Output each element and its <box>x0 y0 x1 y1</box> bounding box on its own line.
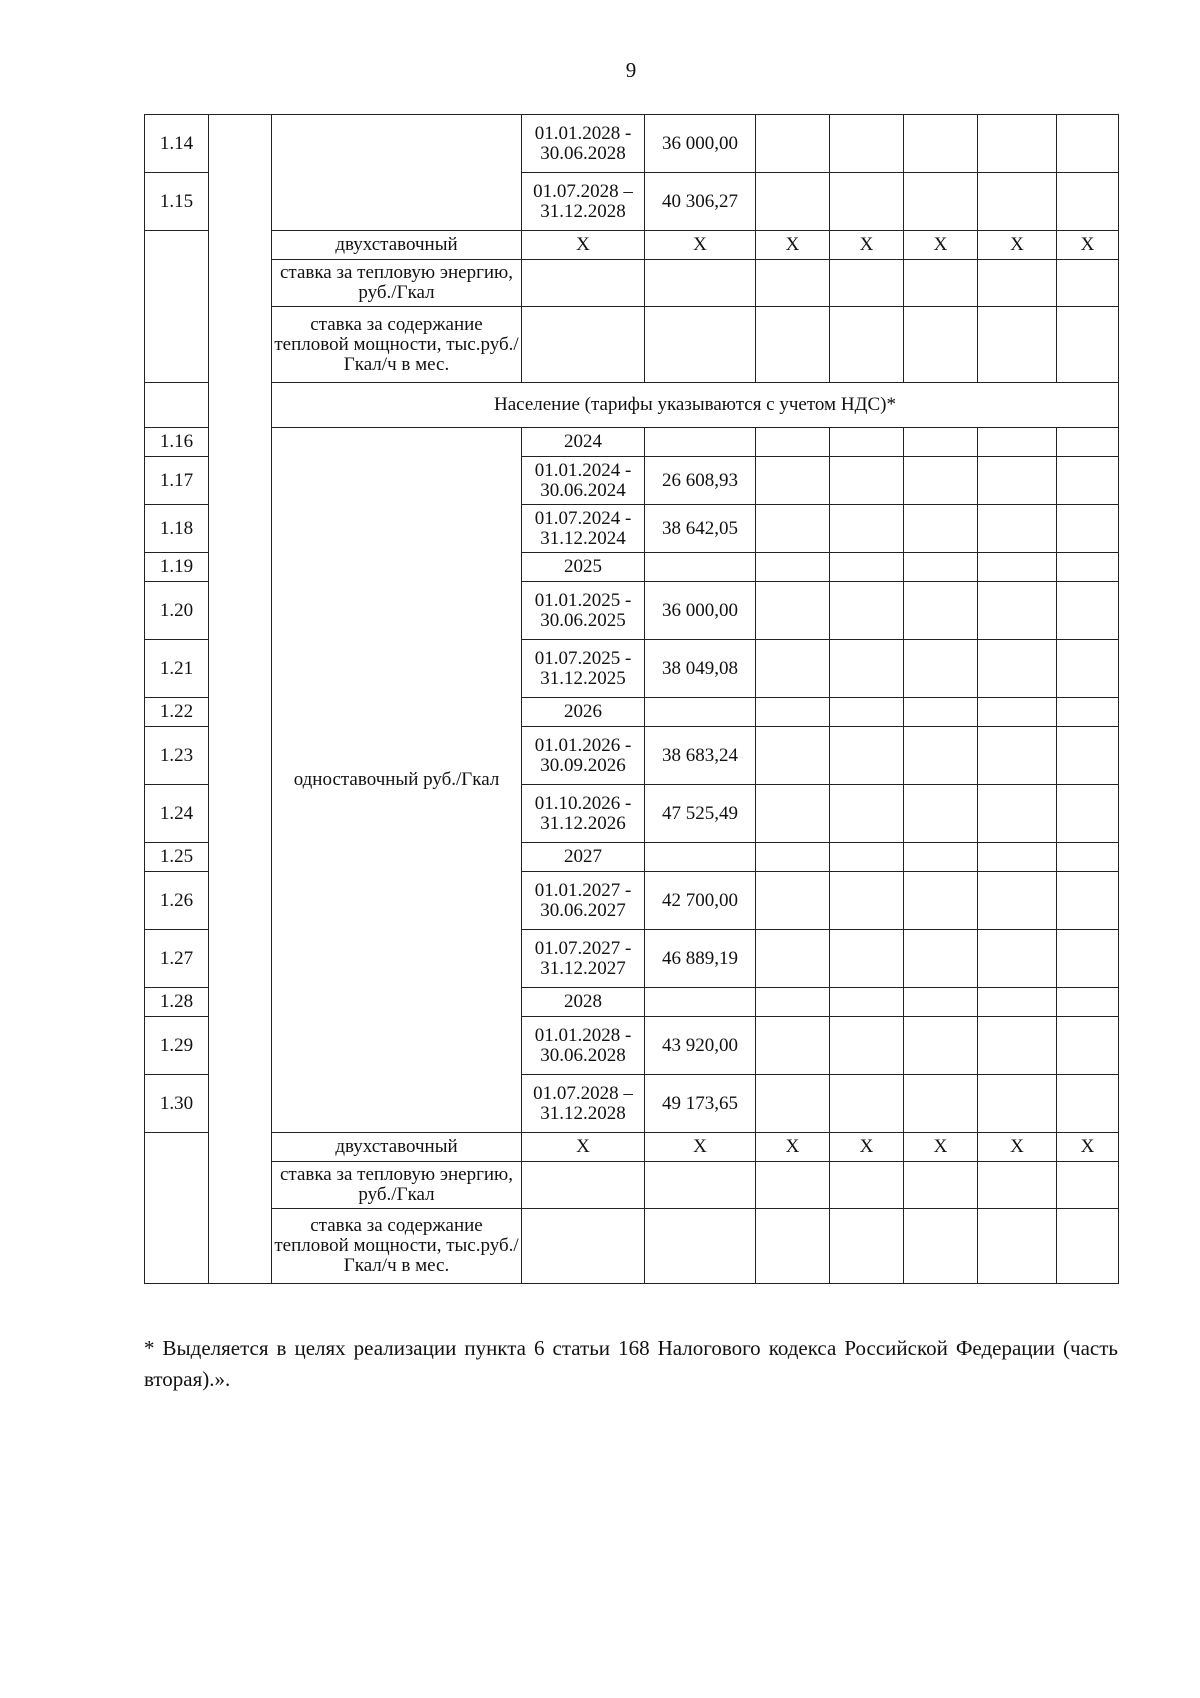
empty-cell <box>1057 173 1119 231</box>
empty-cell <box>830 1162 904 1209</box>
table-row <box>145 307 1119 383</box>
empty-cell <box>1057 727 1119 785</box>
empty-cell <box>904 1162 978 1209</box>
empty-cell <box>978 698 1057 727</box>
row-number: 1.29 <box>145 1017 209 1075</box>
empty-cell <box>978 173 1057 231</box>
row-number: 1.27 <box>145 930 209 988</box>
empty-cell <box>645 1209 756 1284</box>
value-cell: 47 525,49 <box>645 785 756 843</box>
empty-cell <box>978 1162 1057 1209</box>
empty-cell <box>830 457 904 505</box>
x-mark: Х <box>645 1133 756 1162</box>
period-cell: 01.01.2025 - 30.06.2025 <box>522 582 645 640</box>
empty-cell <box>904 173 978 231</box>
row-number: 1.21 <box>145 640 209 698</box>
empty-cell <box>756 698 830 727</box>
period-cell: 01.01.2024 - 30.06.2024 <box>522 457 645 505</box>
blank-column-cell <box>209 115 272 1284</box>
x-mark: Х <box>1057 1133 1119 1162</box>
empty-cell <box>1057 457 1119 505</box>
table-row <box>145 231 1119 260</box>
x-mark: Х <box>522 231 645 260</box>
year-cell: 2027 <box>522 843 645 872</box>
empty-cell <box>830 1017 904 1075</box>
table-row <box>145 115 1119 173</box>
empty-cell <box>978 872 1057 930</box>
year-cell: 2024 <box>522 428 645 457</box>
empty-cell <box>904 988 978 1017</box>
section-title: Население (тарифы указываются с учетом НДС)* <box>272 383 1119 428</box>
x-mark: Х <box>904 231 978 260</box>
x-mark: Х <box>830 1133 904 1162</box>
empty-cell <box>830 930 904 988</box>
empty-cell <box>522 1209 645 1284</box>
empty-cell <box>756 505 830 553</box>
empty-cell <box>645 428 756 457</box>
capacity-rate-label: ставка за содержание тепловой мощности, тыс.руб./Гкал/ч в мес. <box>272 1209 522 1284</box>
empty-cell <box>904 872 978 930</box>
value-cell: 46 889,19 <box>645 930 756 988</box>
empty-cell <box>756 307 830 383</box>
value-cell: 36 000,00 <box>645 582 756 640</box>
empty-cell <box>645 698 756 727</box>
x-mark: Х <box>756 231 830 260</box>
empty-cell <box>1057 1162 1119 1209</box>
empty-cell <box>978 843 1057 872</box>
table-row <box>145 383 1119 428</box>
period-cell: 01.01.2028 - 30.06.2028 <box>522 115 645 173</box>
table-row <box>145 428 1119 457</box>
heat-rate-label: ставка за тепловую энергию, руб./Гкал <box>272 1162 522 1209</box>
empty-cell <box>978 988 1057 1017</box>
two-rate-label: двухставочный <box>272 1133 522 1162</box>
empty-cell <box>904 307 978 383</box>
empty-cell <box>978 640 1057 698</box>
empty-cell <box>904 698 978 727</box>
empty-cell <box>756 640 830 698</box>
empty-cell <box>522 1162 645 1209</box>
table-row <box>145 1209 1119 1284</box>
empty-cell <box>904 1017 978 1075</box>
row-number: 1.23 <box>145 727 209 785</box>
row-number: 1.26 <box>145 872 209 930</box>
empty-cell <box>522 260 645 307</box>
row-number: 1.24 <box>145 785 209 843</box>
empty-cell <box>978 505 1057 553</box>
row-number: 1.18 <box>145 505 209 553</box>
empty-cell <box>756 115 830 173</box>
x-mark: Х <box>978 1133 1057 1162</box>
empty-cell <box>904 930 978 988</box>
empty-cell <box>1057 872 1119 930</box>
value-cell: 40 306,27 <box>645 173 756 231</box>
empty-cell <box>756 1162 830 1209</box>
empty-cell <box>830 505 904 553</box>
empty-cell <box>978 307 1057 383</box>
value-cell: 49 173,65 <box>645 1075 756 1133</box>
empty-cell <box>904 1209 978 1284</box>
empty-cell <box>1057 1075 1119 1133</box>
empty-cell <box>978 930 1057 988</box>
empty-cell <box>756 173 830 231</box>
year-cell: 2026 <box>522 698 645 727</box>
x-mark: Х <box>756 1133 830 1162</box>
x-mark: Х <box>1057 231 1119 260</box>
period-cell: 01.07.2025 - 31.12.2025 <box>522 640 645 698</box>
value-cell: 38 642,05 <box>645 505 756 553</box>
value-cell: 36 000,00 <box>645 115 756 173</box>
x-mark: Х <box>645 231 756 260</box>
empty-cell <box>904 843 978 872</box>
empty-cell <box>830 698 904 727</box>
empty-cell <box>1057 260 1119 307</box>
empty-cell <box>978 1209 1057 1284</box>
empty-cell <box>904 640 978 698</box>
empty-cell <box>978 1075 1057 1133</box>
empty-number-cell <box>145 1133 209 1284</box>
x-mark: Х <box>830 231 904 260</box>
x-mark: Х <box>978 231 1057 260</box>
empty-cell <box>830 640 904 698</box>
empty-cell <box>904 582 978 640</box>
empty-cell <box>1057 785 1119 843</box>
table-row <box>145 1162 1119 1209</box>
empty-cell <box>830 872 904 930</box>
row-number: 1.14 <box>145 115 209 173</box>
empty-cell <box>904 785 978 843</box>
period-cell: 01.07.2028 – 31.12.2028 <box>522 1075 645 1133</box>
empty-cell <box>1057 1017 1119 1075</box>
empty-cell <box>978 727 1057 785</box>
x-mark: Х <box>522 1133 645 1162</box>
empty-cell <box>978 785 1057 843</box>
empty-cell <box>645 307 756 383</box>
empty-cell <box>1057 1209 1119 1284</box>
empty-cell <box>830 173 904 231</box>
period-cell: 01.10.2026 - 31.12.2026 <box>522 785 645 843</box>
empty-cell <box>904 505 978 553</box>
empty-cell <box>978 260 1057 307</box>
empty-cell <box>756 428 830 457</box>
empty-cell <box>1057 428 1119 457</box>
empty-cell <box>1057 115 1119 173</box>
empty-cell <box>756 727 830 785</box>
empty-cell <box>756 1209 830 1284</box>
empty-cell <box>756 785 830 843</box>
empty-cell <box>830 727 904 785</box>
row-number: 1.22 <box>145 698 209 727</box>
empty-cell <box>830 260 904 307</box>
empty-cell <box>756 457 830 505</box>
empty-cell <box>756 582 830 640</box>
tariff-table <box>144 114 1119 1284</box>
empty-cell <box>904 553 978 582</box>
value-cell: 43 920,00 <box>645 1017 756 1075</box>
empty-cell <box>830 307 904 383</box>
page-number: 9 <box>625 58 637 82</box>
empty-cell <box>756 260 830 307</box>
empty-cell <box>1057 553 1119 582</box>
row-number: 1.25 <box>145 843 209 872</box>
empty-cell <box>830 1075 904 1133</box>
empty-cell <box>756 1075 830 1133</box>
empty-cell <box>978 582 1057 640</box>
row-number: 1.20 <box>145 582 209 640</box>
value-cell: 38 049,08 <box>645 640 756 698</box>
empty-number-cell <box>145 383 209 428</box>
one-rate-label: одноставочный руб./Гкал <box>272 428 522 1133</box>
empty-cell <box>830 553 904 582</box>
year-cell: 2028 <box>522 988 645 1017</box>
empty-cell <box>830 1209 904 1284</box>
empty-cell <box>645 843 756 872</box>
empty-cell <box>1057 843 1119 872</box>
heat-rate-label: ставка за тепловую энергию, руб./Гкал <box>272 260 522 307</box>
empty-cell <box>978 428 1057 457</box>
footnote: * Выделяется в целях реализации пункта 6 статьи 168 Налогового кодекса Российской Федерации (часть вторая).». <box>144 1336 1118 1391</box>
two-rate-label: двухставочный <box>272 231 522 260</box>
empty-cell <box>978 457 1057 505</box>
table-row <box>145 1133 1119 1162</box>
empty-cell <box>522 307 645 383</box>
empty-cell <box>756 553 830 582</box>
capacity-rate-label: ставка за содержание тепловой мощности, тыс.руб./Гкал/ч в мес. <box>272 307 522 383</box>
empty-cell <box>1057 930 1119 988</box>
empty-cell <box>904 727 978 785</box>
empty-cell <box>1057 698 1119 727</box>
empty-number-cell <box>145 231 209 383</box>
row-number: 1.28 <box>145 988 209 1017</box>
period-cell: 01.01.2027 - 30.06.2027 <box>522 872 645 930</box>
empty-cell <box>978 1017 1057 1075</box>
empty-cell <box>904 260 978 307</box>
empty-cell <box>756 1017 830 1075</box>
period-cell: 01.01.2026 - 30.09.2026 <box>522 727 645 785</box>
empty-cell <box>978 553 1057 582</box>
value-cell: 26 608,93 <box>645 457 756 505</box>
empty-cell <box>830 988 904 1017</box>
row-number: 1.16 <box>145 428 209 457</box>
empty-cell <box>645 553 756 582</box>
row-number: 1.17 <box>145 457 209 505</box>
empty-cell <box>756 930 830 988</box>
empty-cell <box>904 457 978 505</box>
value-cell: 38 683,24 <box>645 727 756 785</box>
empty-cell <box>645 1162 756 1209</box>
empty-cell <box>756 872 830 930</box>
empty-cell <box>1057 988 1119 1017</box>
empty-cell <box>1057 582 1119 640</box>
empty-cell <box>830 428 904 457</box>
value-cell: 42 700,00 <box>645 872 756 930</box>
empty-cell <box>904 428 978 457</box>
empty-cell <box>830 582 904 640</box>
period-cell: 01.01.2028 - 30.06.2028 <box>522 1017 645 1075</box>
empty-cell <box>1057 640 1119 698</box>
row-number: 1.19 <box>145 553 209 582</box>
empty-cell <box>904 1075 978 1133</box>
empty-cell <box>830 115 904 173</box>
year-cell: 2025 <box>522 553 645 582</box>
empty-cell <box>904 115 978 173</box>
empty-cell <box>1057 505 1119 553</box>
empty-cell <box>645 260 756 307</box>
x-mark: Х <box>904 1133 978 1162</box>
empty-cell <box>645 988 756 1017</box>
blank-indicator-cell <box>272 115 522 231</box>
table-row <box>145 260 1119 307</box>
empty-cell <box>1057 307 1119 383</box>
period-cell: 01.07.2027 - 31.12.2027 <box>522 930 645 988</box>
empty-cell <box>830 785 904 843</box>
empty-cell <box>756 988 830 1017</box>
period-cell: 01.07.2024 - 31.12.2024 <box>522 505 645 553</box>
row-number: 1.30 <box>145 1075 209 1133</box>
empty-cell <box>756 843 830 872</box>
period-cell: 01.07.2028 – 31.12.2028 <box>522 173 645 231</box>
empty-cell <box>830 843 904 872</box>
row-number: 1.15 <box>145 173 209 231</box>
empty-cell <box>978 115 1057 173</box>
